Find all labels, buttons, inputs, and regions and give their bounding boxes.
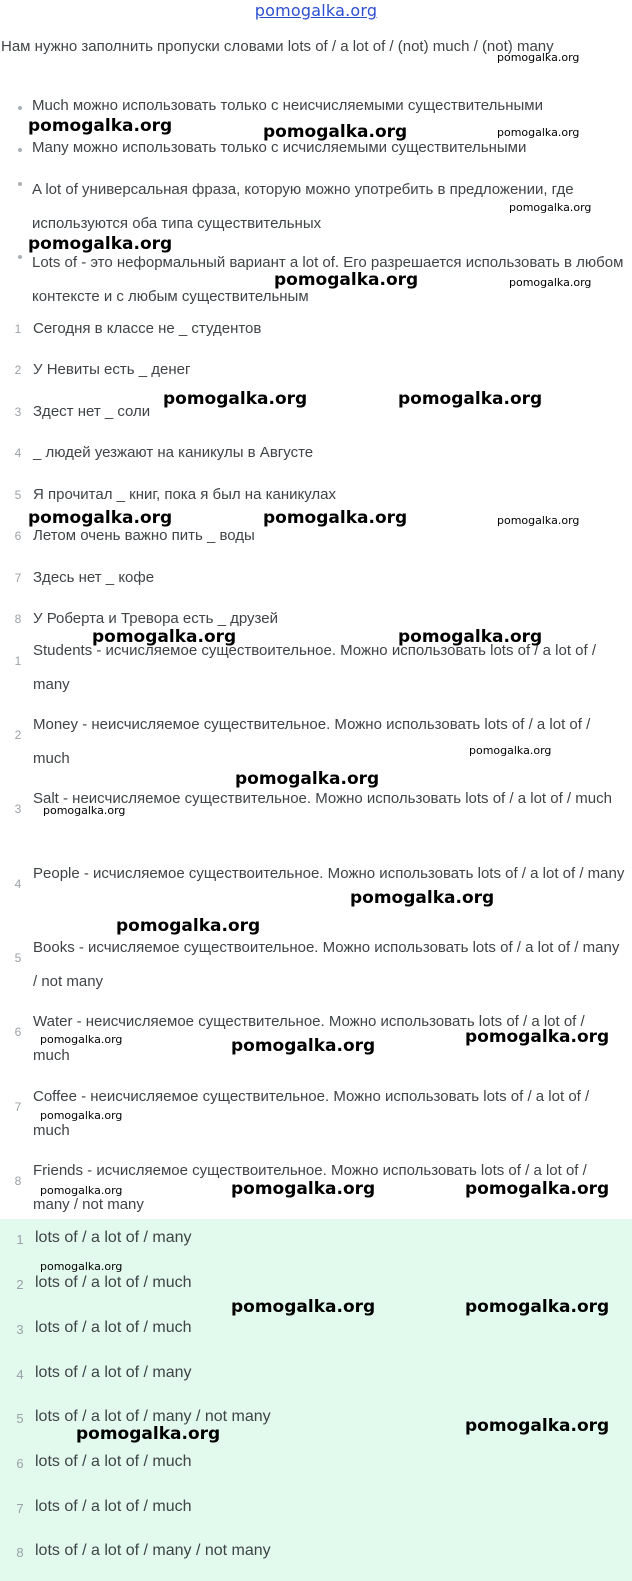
watermark: pomogalka.org — [116, 916, 261, 936]
rule-text: A lot of универсальная фраза, которую можно употребить в предложении, где используются оба типа существительных — [32, 181, 574, 232]
answer-number: 5 — [16, 1411, 24, 1426]
watermark: pomogalka.org — [465, 1179, 610, 1199]
watermark: pomogalka.org — [40, 1260, 123, 1273]
watermark: pomogalka.org — [163, 389, 308, 409]
explanation-text: Money - неисчисляемое существительное. Можно использовать lots of / a lot of / much — [33, 716, 591, 767]
watermark: pomogalka.org — [497, 51, 580, 64]
watermark: pomogalka.org — [231, 1179, 376, 1199]
explanation-number: 7 — [14, 1100, 22, 1114]
rule-item — [32, 97, 627, 114]
sentence-text: Здесь нет _ кофе — [33, 569, 155, 586]
sentence-text: У Роберта и Тревора есть _ друзей — [33, 610, 278, 627]
watermark: pomogalka.org — [469, 744, 552, 757]
watermark: pomogalka.org — [28, 116, 173, 136]
watermark: pomogalka.org — [398, 627, 543, 647]
watermark: pomogalka.org — [274, 270, 419, 290]
watermark: pomogalka.org — [231, 1036, 376, 1056]
explanation-text: Salt - неисчисляемое существительное. Можно использовать lots of / a lot of / much — [33, 790, 612, 807]
answer-number: 6 — [16, 1456, 24, 1471]
sentence-number: 7 — [14, 571, 22, 585]
answer-text: lots of / a lot of / many — [35, 1364, 192, 1381]
explanation-text: Books - исчисляемое существоительное. Можно использовать lots of / a lot of / many / not many — [33, 939, 620, 990]
sentence-text: _ людей уезжают на каникулы в Августе — [33, 444, 314, 461]
answer-text: lots of / a lot of / much — [35, 1453, 192, 1470]
explanation-number: 1 — [14, 654, 22, 668]
explanation-number: 3 — [14, 802, 22, 816]
sentence-text: Сегодня в классе не _ студентов — [33, 320, 262, 337]
watermark: pomogalka.org — [263, 508, 408, 528]
sentence-number: 2 — [14, 363, 22, 377]
watermark: pomogalka.org — [235, 769, 380, 789]
sentence-text: Я прочитал _ книг, пока я был на каникулах — [33, 486, 336, 503]
answer-number: 4 — [16, 1367, 24, 1382]
explanation-number: 5 — [14, 951, 22, 965]
watermark: pomogalka.org — [43, 804, 126, 817]
answer-text: lots of / a lot of / much — [35, 1319, 192, 1336]
watermark: pomogalka.org — [350, 888, 495, 908]
watermark: pomogalka.org — [231, 1297, 376, 1317]
explanation-text: Coffee - неисчисляемое существительное. Можно использовать lots of / a lot of / much — [33, 1088, 590, 1139]
explanation-number: 4 — [14, 877, 22, 891]
rule-text: Many можно использовать только с исчисляемыми существительными — [32, 139, 527, 156]
watermark: pomogalka.org — [28, 508, 173, 528]
watermark: pomogalka.org — [263, 122, 408, 142]
answers-panel — [0, 1219, 632, 1581]
sentence-text: У Невиты есть _ денег — [33, 361, 191, 378]
answer-text: lots of / a lot of / much — [35, 1274, 192, 1291]
explanation-number: 6 — [14, 1025, 22, 1039]
watermark: pomogalka.org — [40, 1033, 123, 1046]
sentence-text: Здест нет _ соли — [33, 403, 151, 420]
watermark: pomogalka.org — [465, 1416, 610, 1436]
answer-number: 8 — [16, 1545, 24, 1560]
watermark: pomogalka.org — [40, 1184, 123, 1197]
watermark: pomogalka.org — [465, 1027, 610, 1047]
watermark: pomogalka.org — [509, 276, 592, 289]
sentence-number: 3 — [14, 405, 22, 419]
sentence-number: 4 — [14, 446, 22, 460]
watermark: pomogalka.org — [76, 1424, 221, 1444]
watermark: pomogalka.org — [40, 1109, 123, 1122]
sentence-number: 6 — [14, 529, 22, 543]
watermark: pomogalka.org — [509, 201, 592, 214]
sentence-number: 8 — [14, 612, 22, 626]
sentence-number: 1 — [14, 322, 22, 336]
explanation-text: People - исчисляемое существоительное. Можно использовать lots of / a lot of / many — [33, 865, 625, 882]
answer-number: 3 — [16, 1322, 24, 1337]
explanation-number: 8 — [14, 1174, 22, 1188]
sentence-text: Летом очень важно пить _ воды — [33, 527, 255, 544]
answer-number: 1 — [16, 1232, 24, 1247]
answer-text: lots of / a lot of / many / not many — [35, 1408, 271, 1425]
rule-text: Much можно использовать только с неисчисляемыми существительными — [32, 97, 543, 114]
answer-text: lots of / a lot of / many — [35, 1229, 192, 1246]
answer-text: lots of / a lot of / many / not many — [35, 1542, 271, 1559]
watermark: pomogalka.org — [28, 234, 173, 254]
explanation-number: 2 — [14, 728, 22, 742]
answer-text: lots of / a lot of / much — [35, 1498, 192, 1515]
rule-text: Lots of - это неформальный вариант a lot of. Его разрешается использовать в любом контексте и с любым существительным — [32, 254, 624, 305]
intro-text: Нам нужно заполнить пропуски словами lots of / a lot of / (not) much / (not) many — [1, 38, 554, 55]
explanation-text: Friends - исчисляемое существоительное. Можно использовать lots of / a lot of / many / not many — [33, 1162, 587, 1213]
answer-number: 7 — [16, 1501, 24, 1516]
watermark: pomogalka.org — [465, 1297, 610, 1317]
explanation-text: Students - исчисляемое существоительное. Можно использовать lots of / a lot of / many — [33, 642, 596, 693]
watermark: pomogalka.org — [398, 389, 543, 409]
sentence-number: 5 — [14, 488, 22, 502]
site-link[interactable]: pomogalka.org — [254, 1, 378, 20]
answer-number: 2 — [16, 1277, 24, 1292]
watermark: pomogalka.org — [92, 627, 237, 647]
watermark: pomogalka.org — [497, 514, 580, 527]
explanation-text: Water - неисчисляемое существительное. Можно использовать lots of / a lot of / much — [33, 1013, 585, 1064]
watermark: pomogalka.org — [497, 126, 580, 139]
